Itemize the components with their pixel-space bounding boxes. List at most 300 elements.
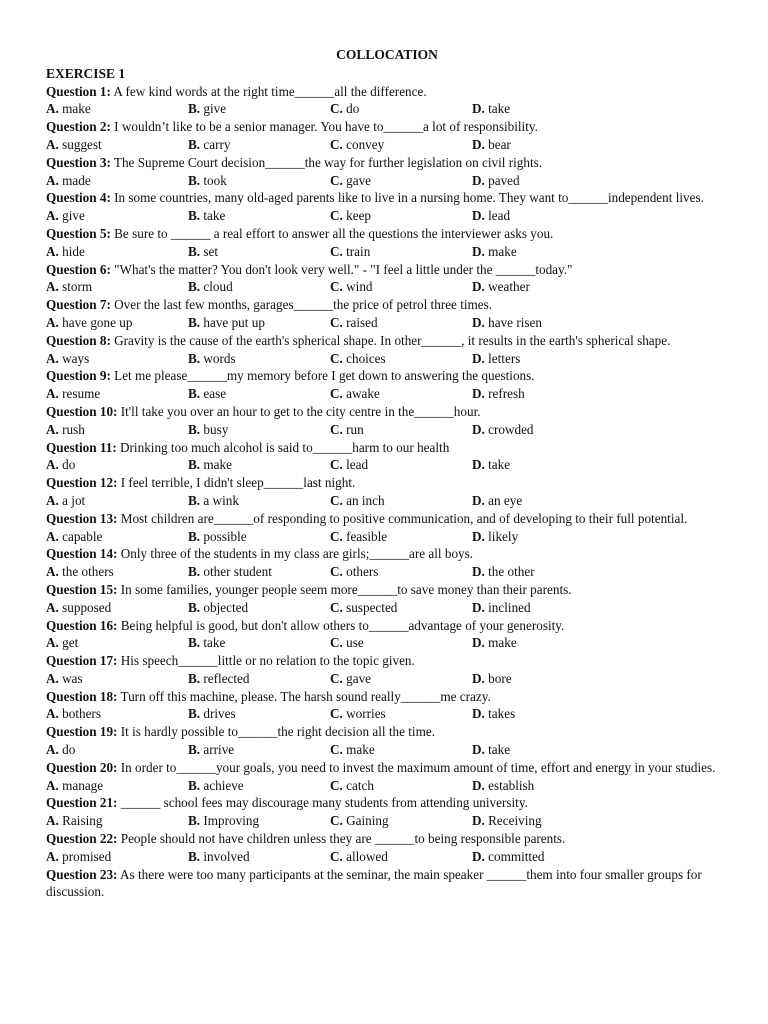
answer-option bbox=[46, 243, 188, 261]
answer-option bbox=[472, 492, 672, 510]
option-text: make bbox=[488, 243, 517, 259]
answer-option bbox=[330, 812, 472, 830]
answer-option bbox=[188, 599, 330, 617]
question-item bbox=[46, 225, 728, 243]
option-text: take bbox=[488, 457, 511, 473]
option-letter: B. bbox=[188, 136, 201, 152]
question-item bbox=[46, 474, 728, 492]
option-letter: D. bbox=[472, 670, 485, 686]
option-text: other student bbox=[203, 564, 272, 580]
question-item bbox=[46, 545, 728, 563]
option-letter: B. bbox=[188, 243, 201, 259]
option-letter: A. bbox=[46, 208, 59, 224]
option-text: rush bbox=[62, 421, 85, 437]
option-text: worries bbox=[346, 706, 386, 722]
option-letter: C. bbox=[330, 777, 343, 793]
answer-option bbox=[188, 350, 330, 368]
option-letter: B. bbox=[188, 670, 201, 686]
option-text: have put up bbox=[203, 314, 265, 330]
answer-option bbox=[472, 670, 672, 688]
answer-option bbox=[46, 136, 188, 154]
option-text: Gaining bbox=[346, 813, 389, 829]
answer-option bbox=[188, 243, 330, 261]
answer-option bbox=[188, 456, 330, 474]
question-item bbox=[46, 189, 728, 207]
question-text: Be sure to ______ a real effort to answer all the questions the interviewer asks you. bbox=[110, 225, 554, 241]
question-item bbox=[46, 403, 728, 421]
option-letter: A. bbox=[46, 350, 59, 366]
answer-option bbox=[188, 136, 330, 154]
option-text: an eye bbox=[488, 492, 523, 508]
question-label: Question 18: bbox=[46, 688, 118, 704]
question-text: Gravity is the cause of the earth's spherical shape. In other______, it results in the earth's spherical shape. bbox=[110, 332, 671, 348]
option-letter: B. bbox=[188, 314, 201, 330]
option-letter: B. bbox=[188, 564, 201, 580]
answer-option bbox=[188, 634, 330, 652]
question-text: Only three of the students in my class are girls;______are all boys. bbox=[117, 546, 474, 562]
answer-option bbox=[472, 528, 672, 546]
option-letter: A. bbox=[46, 386, 59, 402]
answer-option bbox=[330, 634, 472, 652]
answer-option bbox=[188, 172, 330, 190]
option-letter: B. bbox=[188, 208, 201, 224]
question-item bbox=[46, 367, 728, 385]
option-letter: A. bbox=[46, 706, 59, 722]
option-text: Raising bbox=[62, 813, 103, 829]
answer-option bbox=[330, 100, 472, 118]
answer-option bbox=[188, 421, 330, 439]
answer-option bbox=[46, 634, 188, 652]
option-letter: C. bbox=[330, 457, 343, 473]
option-letter: A. bbox=[46, 243, 59, 259]
answer-option bbox=[188, 705, 330, 723]
option-text: take bbox=[203, 208, 226, 224]
option-letter: A. bbox=[46, 635, 59, 651]
question-text: In order to______your goals, you need to invest the maximum amount of time, effort and energy in your studies. bbox=[117, 759, 716, 775]
option-letter: A. bbox=[46, 314, 59, 330]
option-text: gave bbox=[346, 670, 372, 686]
option-letter: D. bbox=[472, 279, 485, 295]
option-letter: D. bbox=[472, 742, 485, 758]
option-text: take bbox=[488, 101, 511, 117]
answer-option bbox=[330, 243, 472, 261]
question-label: Question 23: bbox=[46, 866, 118, 882]
option-letter: A. bbox=[46, 101, 59, 117]
option-text: give bbox=[62, 208, 85, 224]
option-text: the other bbox=[488, 564, 535, 580]
question-item bbox=[46, 688, 728, 706]
option-text: choices bbox=[346, 350, 386, 366]
option-letter: A. bbox=[46, 742, 59, 758]
question-label: Question 4: bbox=[46, 190, 111, 206]
option-text: a wink bbox=[203, 492, 239, 508]
question-item bbox=[46, 581, 728, 599]
answer-options bbox=[46, 136, 728, 154]
option-letter: A. bbox=[46, 492, 59, 508]
option-letter: D. bbox=[472, 528, 485, 544]
question-text: His speech______little or no relation to the topic given. bbox=[117, 653, 415, 669]
answer-option bbox=[330, 777, 472, 795]
option-letter: D. bbox=[472, 848, 485, 864]
question-label: Question 9: bbox=[46, 368, 111, 384]
question-item bbox=[46, 296, 728, 314]
question-text: "What's the matter? You don't look very well." - "I feel a little under the ______today." bbox=[110, 261, 573, 277]
answer-options bbox=[46, 243, 728, 261]
answer-option bbox=[330, 172, 472, 190]
question-label: Question 1: bbox=[46, 83, 111, 99]
option-text: train bbox=[346, 243, 371, 259]
option-letter: A. bbox=[46, 777, 59, 793]
option-text: have risen bbox=[488, 314, 542, 330]
question-text: The Supreme Court decision______the way for further legislation on civil rights. bbox=[110, 154, 543, 170]
question-item bbox=[46, 830, 728, 848]
option-text: ways bbox=[62, 350, 90, 366]
option-letter: B. bbox=[188, 101, 201, 117]
option-letter: C. bbox=[330, 421, 343, 437]
answer-option bbox=[46, 421, 188, 439]
option-text: ease bbox=[203, 386, 227, 402]
answer-option bbox=[472, 172, 672, 190]
option-letter: B. bbox=[188, 421, 201, 437]
answer-option bbox=[472, 207, 672, 225]
answer-option bbox=[330, 492, 472, 510]
answer-option bbox=[330, 599, 472, 617]
option-letter: A. bbox=[46, 528, 59, 544]
answer-option bbox=[46, 350, 188, 368]
option-letter: C. bbox=[330, 136, 343, 152]
option-letter: B. bbox=[188, 848, 201, 864]
answer-option bbox=[330, 528, 472, 546]
answer-option bbox=[472, 634, 672, 652]
answer-option bbox=[472, 243, 672, 261]
option-text: bore bbox=[488, 670, 512, 686]
question-label: Question 19: bbox=[46, 724, 118, 740]
answer-option bbox=[188, 741, 330, 759]
answer-option bbox=[46, 741, 188, 759]
answer-option bbox=[46, 599, 188, 617]
option-text: gave bbox=[346, 172, 372, 188]
option-text: awake bbox=[346, 386, 380, 402]
answer-options bbox=[46, 278, 728, 296]
question-label: Question 17: bbox=[46, 653, 118, 669]
answer-option bbox=[46, 777, 188, 795]
answer-option bbox=[330, 741, 472, 759]
option-text: do bbox=[62, 742, 76, 758]
option-text: do bbox=[346, 101, 360, 117]
option-letter: D. bbox=[472, 386, 485, 402]
option-text: set bbox=[203, 243, 219, 259]
option-text: resume bbox=[62, 386, 101, 402]
question-item bbox=[46, 723, 728, 741]
answer-option bbox=[188, 385, 330, 403]
answer-options bbox=[46, 634, 728, 652]
option-letter: D. bbox=[472, 101, 485, 117]
option-letter: C. bbox=[330, 350, 343, 366]
answer-options bbox=[46, 314, 728, 332]
question-label: Question 8: bbox=[46, 332, 111, 348]
option-text: get bbox=[62, 635, 79, 651]
answer-option bbox=[330, 563, 472, 581]
option-text: Receiving bbox=[488, 813, 542, 829]
option-text: reflected bbox=[203, 670, 250, 686]
option-letter: A. bbox=[46, 670, 59, 686]
answer-options bbox=[46, 350, 728, 368]
answer-options bbox=[46, 100, 728, 118]
option-text: keep bbox=[346, 208, 372, 224]
answer-option bbox=[472, 705, 672, 723]
option-text: give bbox=[203, 101, 227, 117]
option-text: the others bbox=[62, 564, 114, 580]
answer-option bbox=[472, 848, 672, 866]
question-item bbox=[46, 261, 728, 279]
answer-options bbox=[46, 456, 728, 474]
option-text: establish bbox=[488, 777, 535, 793]
question-label: Question 15: bbox=[46, 581, 118, 597]
option-letter: D. bbox=[472, 706, 485, 722]
option-text: made bbox=[62, 172, 91, 188]
option-letter: C. bbox=[330, 635, 343, 651]
answer-option bbox=[46, 563, 188, 581]
question-label: Question 3: bbox=[46, 154, 111, 170]
answer-option bbox=[188, 848, 330, 866]
question-item bbox=[46, 118, 728, 136]
option-letter: C. bbox=[330, 599, 343, 615]
answer-options bbox=[46, 172, 728, 190]
option-text: takes bbox=[488, 706, 516, 722]
question-text: Turn off this machine, please. The harsh sound really______me crazy. bbox=[117, 688, 491, 704]
answer-option bbox=[472, 741, 672, 759]
option-letter: C. bbox=[330, 706, 343, 722]
answer-option bbox=[330, 136, 472, 154]
answer-option bbox=[472, 100, 672, 118]
answer-option bbox=[330, 350, 472, 368]
question-text: It'll take you over an hour to get to the city centre in the______hour. bbox=[117, 403, 481, 419]
question-text: In some countries, many old-aged parents like to live in a nursing home. They want to______independent lives. bbox=[110, 190, 704, 206]
question-label: Question 22: bbox=[46, 831, 118, 847]
answer-option bbox=[188, 670, 330, 688]
answer-option bbox=[472, 314, 672, 332]
answer-option bbox=[330, 848, 472, 866]
option-letter: A. bbox=[46, 848, 59, 864]
answer-option bbox=[46, 848, 188, 866]
option-letter: C. bbox=[330, 813, 343, 829]
option-text: likely bbox=[488, 528, 519, 544]
option-letter: B. bbox=[188, 492, 201, 508]
answer-option bbox=[46, 812, 188, 830]
option-text: suggest bbox=[62, 136, 102, 152]
question-label: Question 16: bbox=[46, 617, 118, 633]
answer-options bbox=[46, 812, 728, 830]
question-text: A few kind words at the right time______all the difference. bbox=[110, 83, 427, 99]
option-letter: D. bbox=[472, 350, 485, 366]
option-letter: B. bbox=[188, 706, 201, 722]
option-text: inclined bbox=[488, 599, 531, 615]
option-text: busy bbox=[203, 421, 229, 437]
option-letter: D. bbox=[472, 457, 485, 473]
question-label: Question 14: bbox=[46, 546, 118, 562]
question-item bbox=[46, 83, 728, 101]
option-text: drives bbox=[203, 706, 236, 722]
option-letter: D. bbox=[472, 314, 485, 330]
option-letter: C. bbox=[330, 670, 343, 686]
option-text: supposed bbox=[62, 599, 112, 615]
answer-option bbox=[472, 599, 672, 617]
answer-option bbox=[188, 278, 330, 296]
question-item bbox=[46, 154, 728, 172]
option-text: promised bbox=[62, 848, 112, 864]
option-text: cloud bbox=[203, 279, 233, 295]
answer-option bbox=[472, 812, 672, 830]
answer-options bbox=[46, 207, 728, 225]
answer-option bbox=[188, 777, 330, 795]
question-text: In some families, younger people seem more______to save money than their parents. bbox=[117, 581, 572, 597]
option-letter: B. bbox=[188, 457, 201, 473]
answer-options bbox=[46, 421, 728, 439]
document-title: COLLOCATION bbox=[336, 47, 438, 62]
option-text: storm bbox=[62, 279, 93, 295]
option-text: refresh bbox=[488, 386, 525, 402]
question-item bbox=[46, 617, 728, 635]
option-letter: C. bbox=[330, 386, 343, 402]
question-label: Question 20: bbox=[46, 759, 118, 775]
option-text: an inch bbox=[346, 492, 385, 508]
answer-option bbox=[330, 278, 472, 296]
answer-option bbox=[472, 421, 672, 439]
option-letter: D. bbox=[472, 243, 485, 259]
option-letter: C. bbox=[330, 314, 343, 330]
answer-options bbox=[46, 670, 728, 688]
option-text: have gone up bbox=[62, 314, 133, 330]
answer-options bbox=[46, 385, 728, 403]
answer-option bbox=[472, 136, 672, 154]
question-label: Question 10: bbox=[46, 403, 118, 419]
option-text: make bbox=[62, 101, 91, 117]
option-text: arrive bbox=[203, 742, 235, 758]
question-text: Let me please______my memory before I get down to answering the questions. bbox=[110, 368, 535, 384]
option-letter: B. bbox=[188, 777, 201, 793]
answer-option bbox=[330, 456, 472, 474]
option-text: capable bbox=[62, 528, 103, 544]
question-text: As there were too many participants at the seminar, the main speaker ______them into four smaller groups for discussion. bbox=[46, 866, 702, 900]
option-letter: A. bbox=[46, 457, 59, 473]
option-text: bothers bbox=[62, 706, 101, 722]
option-text: bear bbox=[488, 136, 511, 152]
option-letter: C. bbox=[330, 492, 343, 508]
option-letter: C. bbox=[330, 279, 343, 295]
answer-options bbox=[46, 563, 728, 581]
answer-option bbox=[472, 777, 672, 795]
answer-option bbox=[46, 385, 188, 403]
question-item bbox=[46, 759, 728, 777]
option-letter: D. bbox=[472, 172, 485, 188]
answer-options bbox=[46, 528, 728, 546]
question-label: Question 12: bbox=[46, 475, 118, 491]
option-text: catch bbox=[346, 777, 374, 793]
option-text: a jot bbox=[62, 492, 86, 508]
option-letter: C. bbox=[330, 243, 343, 259]
exercise-heading: EXERCISE 1 bbox=[46, 65, 126, 81]
answer-option bbox=[330, 705, 472, 723]
answer-options bbox=[46, 777, 728, 795]
option-text: achieve bbox=[203, 777, 244, 793]
question-item bbox=[46, 332, 728, 350]
answer-option bbox=[472, 456, 672, 474]
option-text: use bbox=[346, 635, 364, 651]
answer-option bbox=[188, 100, 330, 118]
answer-option bbox=[46, 528, 188, 546]
answer-option bbox=[188, 314, 330, 332]
answer-option bbox=[188, 563, 330, 581]
answer-option bbox=[188, 812, 330, 830]
question-item bbox=[46, 652, 728, 670]
option-text: take bbox=[488, 742, 511, 758]
question-item bbox=[46, 866, 728, 902]
option-letter: B. bbox=[188, 742, 201, 758]
option-letter: C. bbox=[330, 208, 343, 224]
option-letter: D. bbox=[472, 421, 485, 437]
option-text: make bbox=[203, 457, 232, 473]
option-letter: C. bbox=[330, 528, 343, 544]
answer-option bbox=[472, 278, 672, 296]
option-text: Improving bbox=[203, 813, 260, 829]
option-letter: C. bbox=[330, 101, 343, 117]
option-letter: B. bbox=[188, 528, 201, 544]
answer-option bbox=[472, 385, 672, 403]
option-text: lead bbox=[488, 208, 511, 224]
question-text: I feel terrible, I didn't sleep______last night. bbox=[117, 475, 356, 491]
option-text: words bbox=[203, 350, 236, 366]
question-text: I wouldn’t like to be a senior manager. You have to______a lot of responsibility. bbox=[110, 119, 538, 135]
option-text: wind bbox=[346, 279, 373, 295]
option-text: run bbox=[346, 421, 364, 437]
option-text: possible bbox=[203, 528, 247, 544]
answer-options bbox=[46, 492, 728, 510]
question-text: ______ school fees may discourage many students from attending university. bbox=[117, 795, 528, 811]
option-text: do bbox=[62, 457, 76, 473]
option-letter: D. bbox=[472, 813, 485, 829]
answer-option bbox=[46, 314, 188, 332]
option-letter: B. bbox=[188, 635, 201, 651]
question-label: Question 6: bbox=[46, 261, 111, 277]
option-text: raised bbox=[346, 314, 378, 330]
option-text: allowed bbox=[346, 848, 388, 864]
option-letter: C. bbox=[330, 564, 343, 580]
question-label: Question 13: bbox=[46, 510, 118, 526]
option-letter: C. bbox=[330, 742, 343, 758]
answer-options bbox=[46, 848, 728, 866]
answer-option bbox=[46, 100, 188, 118]
answer-option bbox=[330, 421, 472, 439]
option-text: took bbox=[203, 172, 227, 188]
option-text: convey bbox=[346, 136, 385, 152]
option-text: paved bbox=[488, 172, 520, 188]
option-letter: A. bbox=[46, 172, 59, 188]
option-letter: D. bbox=[472, 635, 485, 651]
answer-option bbox=[46, 492, 188, 510]
answer-option bbox=[46, 670, 188, 688]
option-letter: B. bbox=[188, 350, 201, 366]
option-text: feasible bbox=[346, 528, 388, 544]
option-text: suspected bbox=[346, 599, 398, 615]
option-letter: D. bbox=[472, 136, 485, 152]
option-text: make bbox=[346, 742, 375, 758]
option-text: make bbox=[488, 635, 517, 651]
option-text: hide bbox=[62, 243, 85, 259]
answer-options bbox=[46, 741, 728, 759]
answer-option bbox=[188, 528, 330, 546]
option-text: involved bbox=[203, 848, 250, 864]
question-label: Question 21: bbox=[46, 795, 118, 811]
